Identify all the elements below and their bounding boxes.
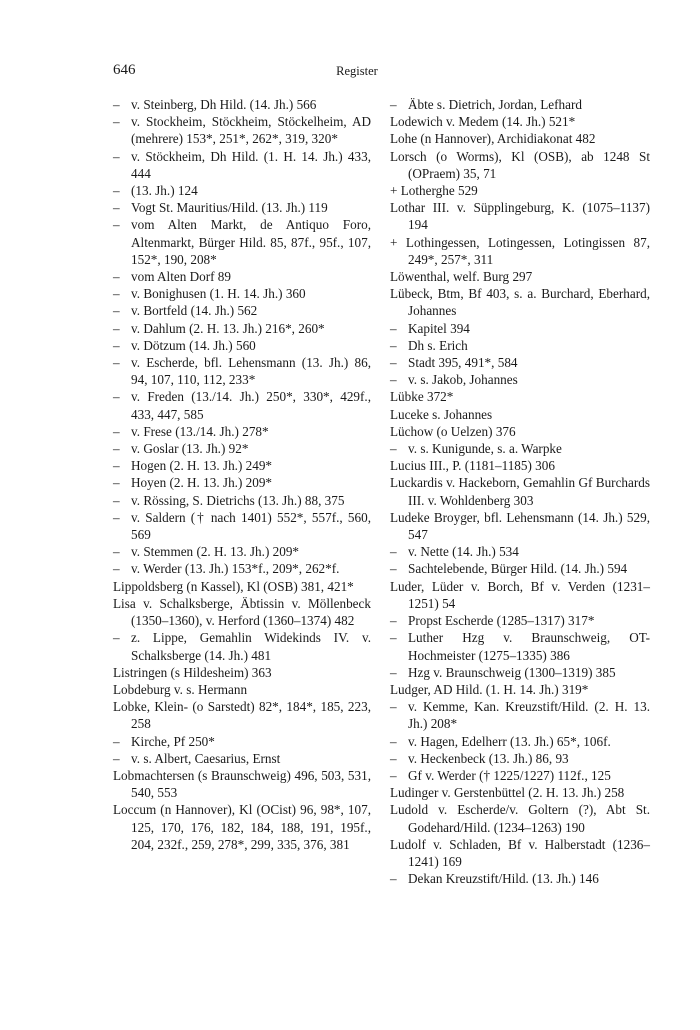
entry-text: Loccum (n Hannover), Kl (OCist) 96, 98*, 107, 125, 170, 176, 182, 184, 188, 191, 195f., 204, 232f., 259, 278*, 299, 335, 376, 381: [113, 802, 371, 852]
subentry-dash: –: [113, 475, 120, 491]
index-subentry: [113, 629, 371, 663]
subentry-dash: –: [113, 492, 120, 508]
entry-text: v. Frese (13./14. Jh.) 278*: [131, 423, 269, 439]
index-subentry: [113, 182, 371, 199]
index-subentry: [390, 320, 650, 337]
subentry-dash: –: [113, 733, 120, 749]
index-column-left: [113, 96, 371, 853]
subentry-dash: –: [390, 372, 397, 388]
entry-text: Gf v. Werder († 1225/1227) 112f., 125: [408, 767, 611, 783]
subentry-dash: –: [113, 544, 120, 560]
entry-text: vom Alten Dorf 89: [131, 269, 231, 285]
index-subentry: [390, 560, 650, 577]
subentry-dash: –: [390, 337, 397, 353]
entry-text: Dh s. Erich: [408, 337, 468, 353]
entry-text: Löwenthal, welf. Burg 297: [390, 269, 533, 285]
index-entry: [390, 388, 650, 405]
index-subentry: [113, 216, 371, 268]
subentry-dash: –: [113, 183, 120, 199]
index-subentry: [113, 113, 371, 147]
entry-text: Luceke s. Johannes: [390, 406, 493, 422]
index-subentry: [113, 337, 371, 354]
subentry-dash: –: [113, 561, 120, 577]
entry-text: Lobke, Klein- (o Sarstedt) 82*, 184*, 185, 223, 258: [113, 699, 371, 732]
subentry-dash: –: [113, 423, 120, 439]
entry-text: Ludeke Broyger, bfl. Lehensmann (14. Jh.) 529, 547: [390, 509, 650, 543]
subentry-dash: –: [390, 767, 397, 783]
entry-text: v. Nette (14. Jh.) 534: [408, 544, 519, 560]
entry-text: Hoyen (2. H. 13. Jh.) 209*: [131, 475, 273, 491]
entry-text: Stadt 395, 491*, 584: [408, 355, 518, 371]
index-subentry: [390, 733, 650, 750]
subentry-dash: –: [113, 303, 120, 319]
entry-text: v. Freden (13./14. Jh.) 250*, 330*, 429f., 433, 447, 585: [131, 389, 371, 422]
entry-text: v. Hagen, Edelherr (13. Jh.) 65*, 106f.: [408, 733, 611, 749]
entry-text: Kirche, Pf 250*: [131, 733, 215, 749]
entry-text: v. Steinberg, Dh Hild. (14. Jh.) 566: [131, 97, 317, 112]
index-subentry: [390, 543, 650, 560]
entry-text: v. Bonighusen (1. H. 14. Jh.) 360: [131, 286, 306, 302]
index-subentry: [390, 698, 650, 732]
subentry-dash: –: [113, 320, 120, 336]
subentry-dash: –: [113, 630, 120, 646]
index-subentry: [113, 320, 371, 337]
subentry-dash: –: [113, 286, 120, 302]
index-entry: [390, 234, 650, 268]
entry-text: vom Alten Markt, de Antiquo Foro, Altenmarkt, Bürger Hild. 85, 87f., 95f., 107, 152*, 190, 208*: [131, 217, 371, 267]
index-entry: [390, 148, 650, 182]
index-subentry: [390, 750, 650, 767]
index-entry: [390, 836, 650, 870]
entry-text: v. s. Kunigunde, s. a. Warpke: [408, 441, 562, 457]
entry-text: v. Bortfeld (14. Jh.) 562: [131, 303, 258, 319]
index-subentry: [113, 492, 371, 509]
entry-text: Propst Escherde (1285–1317) 317*: [408, 613, 595, 629]
entry-text: Sachtelebende, Bürger Hild. (14. Jh.) 594: [408, 561, 628, 577]
entry-text: v. Saldern († nach 1401) 552*, 557f., 560, 569: [131, 509, 371, 543]
index-column-right: [390, 96, 650, 887]
subentry-dash: –: [113, 389, 120, 405]
subentry-dash: –: [113, 355, 120, 371]
entry-text: v. Stockheim, Stöckheim, Stöckelheim, AD (mehrere) 153*, 251*, 262*, 319, 320*: [131, 114, 371, 147]
index-subentry: [390, 354, 650, 371]
subentry-dash: –: [390, 664, 397, 680]
index-subentry: [113, 268, 371, 285]
entry-text: v. s. Albert, Caesarius, Ernst: [131, 750, 281, 766]
index-subentry: [390, 337, 650, 354]
subentry-dash: –: [390, 561, 397, 577]
subentry-dash: –: [390, 733, 397, 749]
index-subentry: [113, 457, 371, 474]
index-subentry: [113, 285, 371, 302]
entry-text: + Lotherghe 529: [390, 183, 478, 199]
entry-text: Lisa v. Schalksberge, Äbtissin v. Möllenbeck (1350–1360), v. Herford (1360–1374) 482: [113, 595, 371, 629]
subentry-dash: –: [390, 544, 397, 560]
entry-text: Lobmachtersen (s Braunschweig) 496, 503, 531, 540, 553: [113, 767, 371, 801]
index-subentry: [390, 664, 650, 681]
running-head: Register: [336, 64, 378, 78]
entry-text: + Lothingessen, Lotingessen, Lotingissen 87, 249*, 257*, 311: [390, 234, 650, 267]
page-number: 646: [113, 62, 136, 78]
subentry-dash: –: [390, 613, 397, 629]
index-subentry: [113, 560, 371, 577]
entry-text: Lobdeburg v. s. Hermann: [113, 681, 248, 697]
subentry-dash: –: [113, 337, 120, 353]
entry-text: Ludold v. Escherde/v. Goltern (?), Abt St. Godehard/Hild. (1234–1263) 190: [390, 802, 650, 835]
subentry-dash: –: [113, 269, 120, 285]
index-subentry: [113, 148, 371, 182]
entry-text: v. Werder (13. Jh.) 153*f., 209*, 262*f.: [131, 561, 340, 577]
index-entry: [390, 113, 650, 130]
index-entry: [113, 698, 371, 732]
entry-text: z. Lippe, Gemahlin Widekinds IV. v. Schalksberge (14. Jh.) 481: [131, 630, 371, 663]
entry-text: v. Heckenbeck (13. Jh.) 86, 93: [408, 750, 569, 766]
index-entry: [113, 595, 371, 629]
entry-text: Äbte s. Dietrich, Jordan, Lefhard: [408, 97, 582, 112]
subentry-dash: –: [113, 97, 120, 112]
entry-text: Vogt St. Mauritius/Hild. (13. Jh.) 119: [131, 200, 328, 216]
entry-text: v. Kemme, Kan. Kreuzstift/Hild. (2. H. 13. Jh.) 208*: [408, 699, 650, 732]
subentry-dash: –: [113, 750, 120, 766]
subentry-dash: –: [113, 458, 120, 474]
index-entry: [113, 664, 371, 681]
entry-text: Ludinger v. Gerstenbüttel (2. H. 13. Jh.) 258: [390, 785, 625, 801]
entry-text: v. Dahlum (2. H. 13. Jh.) 216*, 260*: [131, 320, 325, 336]
entry-text: Luther Hzg v. Braunschweig, OT-Hochmeister (1275–1335) 386: [408, 630, 650, 663]
entry-text: Lippoldsberg (n Kassel), Kl (OSB) 381, 421*: [113, 578, 354, 594]
page-header: [113, 62, 601, 82]
entry-text: Kapitel 394: [408, 320, 470, 336]
entry-text: (13. Jh.) 124: [131, 183, 198, 199]
index-entry: [390, 130, 650, 147]
index-subentry: [113, 474, 371, 491]
entry-text: Lübke 372*: [390, 389, 454, 405]
entry-text: Dekan Kreuzstift/Hild. (13. Jh.) 146: [408, 871, 599, 887]
index-entry: [390, 801, 650, 835]
index-entry: [390, 268, 650, 285]
index-entry: [390, 199, 650, 233]
index-subentry: [113, 509, 371, 543]
index-subentry: [113, 543, 371, 560]
entry-text: Hzg v. Braunschweig (1300–1319) 385: [408, 664, 616, 680]
index-subentry: [113, 733, 371, 750]
entry-text: v. Escherde, bfl. Lehensmann (13. Jh.) 86, 94, 107, 110, 112, 233*: [131, 355, 371, 388]
index-entry: [390, 406, 650, 423]
index-entry: [113, 767, 371, 801]
subentry-dash: –: [390, 441, 397, 457]
index-entry: [390, 423, 650, 440]
index-entry: [390, 285, 650, 319]
index-entry: [390, 474, 650, 508]
index-subentry: [113, 440, 371, 457]
entry-text: Lothar III. v. Süpplingeburg, K. (1075–1137) 194: [390, 200, 650, 233]
entry-text: Ludolf v. Schladen, Bf v. Halberstadt (1236–1241) 169: [390, 836, 650, 869]
subentry-dash: –: [113, 441, 120, 457]
entry-text: Lohe (n Hannover), Archidiakonat 482: [390, 131, 596, 147]
subentry-dash: –: [390, 871, 397, 887]
index-subentry: [390, 629, 650, 663]
index-entry: [390, 509, 650, 543]
subentry-dash: –: [390, 97, 397, 112]
entry-text: Lorsch (o Worms), Kl (OSB), ab 1248 St (OPraem) 35, 71: [390, 148, 650, 181]
index-subentry: [113, 388, 371, 422]
subentry-dash: –: [113, 114, 120, 130]
subentry-dash: –: [390, 355, 397, 371]
entry-text: Ludger, AD Hild. (1. H. 14. Jh.) 319*: [390, 681, 589, 697]
index-subentry: [390, 767, 650, 784]
index-subentry: [113, 354, 371, 388]
index-entry: [390, 784, 650, 801]
index-subentry: [113, 750, 371, 767]
entry-text: v. s. Jakob, Johannes: [408, 372, 518, 388]
index-entry: [390, 182, 650, 199]
entry-text: Listringen (s Hildesheim) 363: [113, 664, 272, 680]
index-subentry: [390, 371, 650, 388]
entry-text: v. Goslar (13. Jh.) 92*: [131, 441, 249, 457]
index-subentry: [390, 440, 650, 457]
entry-text: Luder, Lüder v. Borch, Bf v. Verden (1231–1251) 54: [390, 578, 650, 611]
subentry-dash: –: [113, 509, 120, 525]
index-entry: [390, 681, 650, 698]
subentry-dash: –: [390, 699, 397, 715]
entry-text: v. Dötzum (14. Jh.) 560: [131, 337, 256, 353]
index-subentry: [390, 96, 650, 113]
index-entry: [113, 578, 371, 595]
entry-text: v. Stemmen (2. H. 13. Jh.) 209*: [131, 544, 300, 560]
subentry-dash: –: [113, 217, 120, 233]
index-subentry: [113, 302, 371, 319]
index-subentry: [390, 612, 650, 629]
index-subentry: [390, 870, 650, 887]
entry-text: Lodewich v. Medem (14. Jh.) 521*: [390, 114, 576, 130]
index-entry: [113, 681, 371, 698]
index-entry: [390, 457, 650, 474]
entry-text: Luckardis v. Hackeborn, Gemahlin Gf Burchards III. v. Wohldenberg 303: [390, 475, 650, 508]
index-subentry: [113, 96, 371, 113]
subentry-dash: –: [390, 320, 397, 336]
entry-text: Lüchow (o Uelzen) 376: [390, 423, 516, 439]
index-entry: [390, 578, 650, 612]
entry-text: Lübeck, Btm, Bf 403, s. a. Burchard, Eberhard, Johannes: [390, 286, 650, 319]
subentry-dash: –: [390, 630, 397, 646]
index-subentry: [113, 199, 371, 216]
index-entry: [113, 801, 371, 853]
entry-text: v. Rössing, S. Dietrichs (13. Jh.) 88, 375: [131, 492, 345, 508]
subentry-dash: –: [113, 148, 120, 164]
subentry-dash: –: [113, 200, 120, 216]
index-subentry: [113, 423, 371, 440]
subentry-dash: –: [390, 750, 397, 766]
entry-text: Lucius III., P. (1181–1185) 306: [390, 458, 555, 474]
entry-text: Hogen (2. H. 13. Jh.) 249*: [131, 458, 273, 474]
entry-text: v. Stöckheim, Dh Hild. (1. H. 14. Jh.) 433, 444: [131, 148, 371, 181]
